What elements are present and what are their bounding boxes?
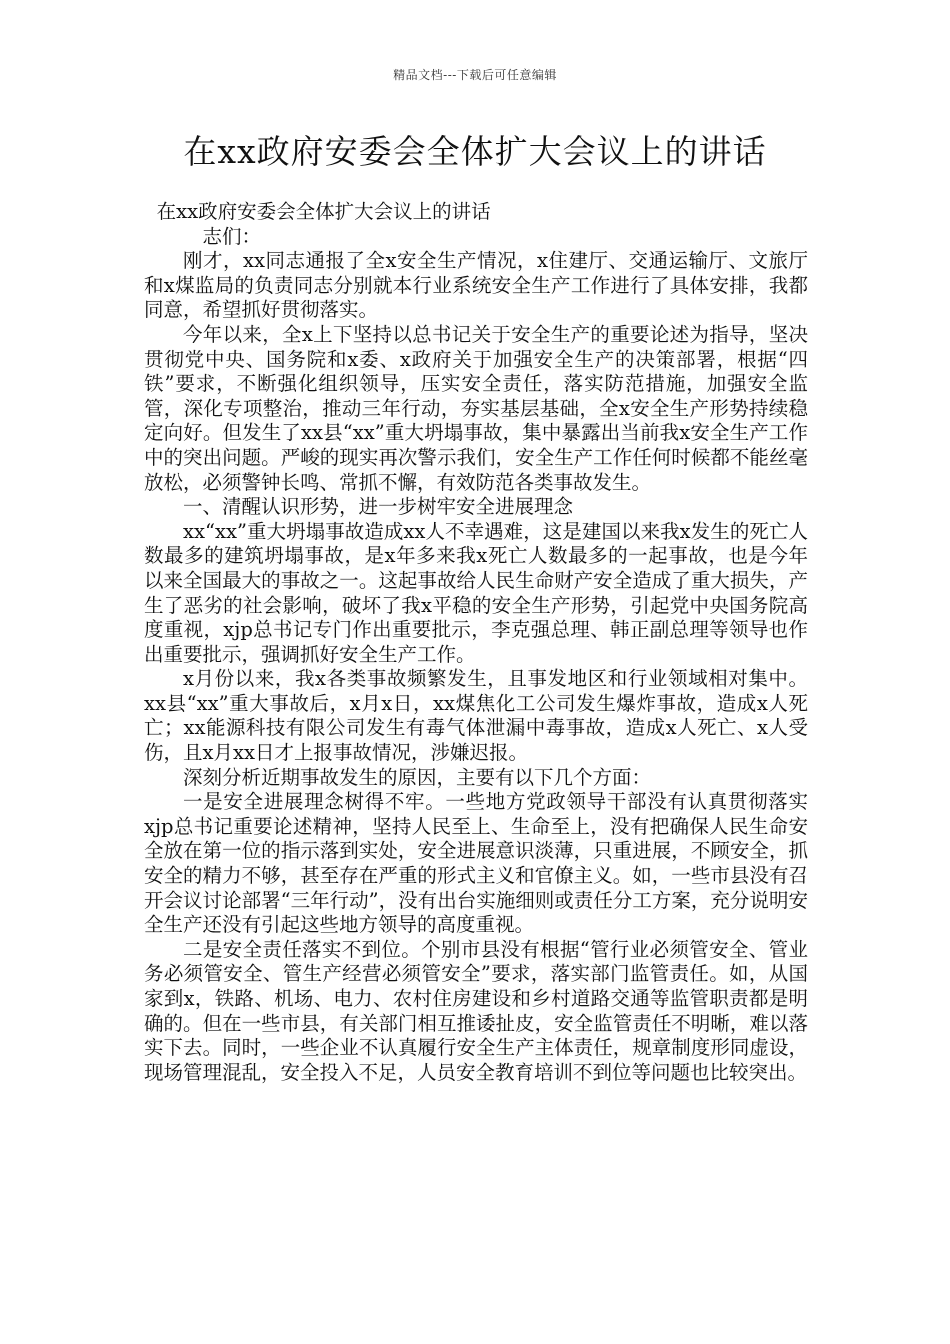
document-body: [144, 200, 808, 1085]
document-subtitle: 在xx政府安委会全体扩大会议上的讲话: [156, 200, 491, 223]
paragraph: 二是安全责任落实不到位。个别市县没有根据“管行业必须管安全、管业务必须管安全、管生产经营必须管安全”要求，落实部门监管责任。如，从国家到x，铁路、机场、电力、农村住房建设和乡村道路交通等监管职责都是明确的。但在一些市县，有关部门相互推诿扯皮，安全监管责任不明晰，难以落实下去。同时，一些企业不认真履行安全生产主体责任，规章制度形同虚设，现场管理混乱，安全投入不足，人员安全教育培训不到位等问题也比较突出。: [144, 937, 808, 1084]
section-heading: 一、清醒认识形势，进一步树牢安全进展理念: [183, 495, 574, 519]
paragraph: 一是安全进展理念树得不牢。一些地方党政领导干部没有认真贯彻落实xjp总书记重要论述精神，坚持人民至上、生命至上，没有把确保人民生命安全放在第一位的指示落到实处，安全进展意识淡薄，只重进展，不顾安全，抓安全的精力不够，甚至存在严重的形式主义和官僚主义。如，一些市县没有召开会议讨论部署“三年行动”，没有出台实施细则或责任分工方案，充分说明安全生产还没有引起这些地方领导的高度重视。: [144, 790, 808, 937]
paragraph: xx“xx”重大坍塌事故造成xx人不幸遇难，这是建国以来我x发生的死亡人数最多的建筑坍塌事故，是x年多来我x死亡人数最多的一起事故，也是今年以来全国最大的事故之一。这起事故给人民生命财产安全造成了重大损失，产生了恶劣的社会影响，破坏了我x平稳的安全生产形势，引起党中央国务院高度重视，xjp总书记专门作出重要批示，李克强总理、韩正副总理等领导也作出重要批示，强调抓好安全生产工作。: [144, 519, 808, 666]
paragraph: 深刻分析近期事故发生的原因，主要有以下几个方面：: [183, 765, 652, 789]
document-title: 在xx政府安委会全体扩大会议上的讲话: [183, 132, 767, 171]
paragraph: 今年以来，全x上下坚持以总书记关于安全生产的重要论述为指导，坚决贯彻党中央、国务院和x委、x政府关于加强安全生产的决策部署，根据“四铁”要求，不断强化组织领导，压实安全责任，落实防范措施，加强安全监管，深化专项整治，推动三年行动，夯实基层基础，全x安全生产形势持续稳定向好。但发生了xx县“xx”重大坍塌事故，集中暴露出当前我x安全生产工作中的突出问题。严峻的现实再次警示我们，安全生产工作任何时候都不能丝毫放松，必须警钟长鸣、常抓不懈，有效防范各类事故发生。: [144, 322, 808, 494]
header-note: 精品文档---下载后可任意编辑: [393, 68, 557, 82]
salutation: 志们：: [202, 224, 262, 248]
paragraph: 刚才，xx同志通报了全x安全生产情况，x住建厅、交通运输厅、文旅厅和x煤监局的负责同志分别就本行业系统安全生产工作进行了具体安排，我都同意，希望抓好贯彻落实。: [144, 249, 808, 322]
paragraph: x月份以来，我x各类事故频繁发生，且事发地区和行业领域相对集中。xx县“xx”重大事故后，x月x日，xx煤焦化工公司发生爆炸事故，造成x人死亡；xx能源科技有限公司发生有毒气体泄漏中毒事故，造成x人死亡、x人受伤，且x月xx日才上报事故情况，涉嫌迟报。: [144, 667, 808, 765]
